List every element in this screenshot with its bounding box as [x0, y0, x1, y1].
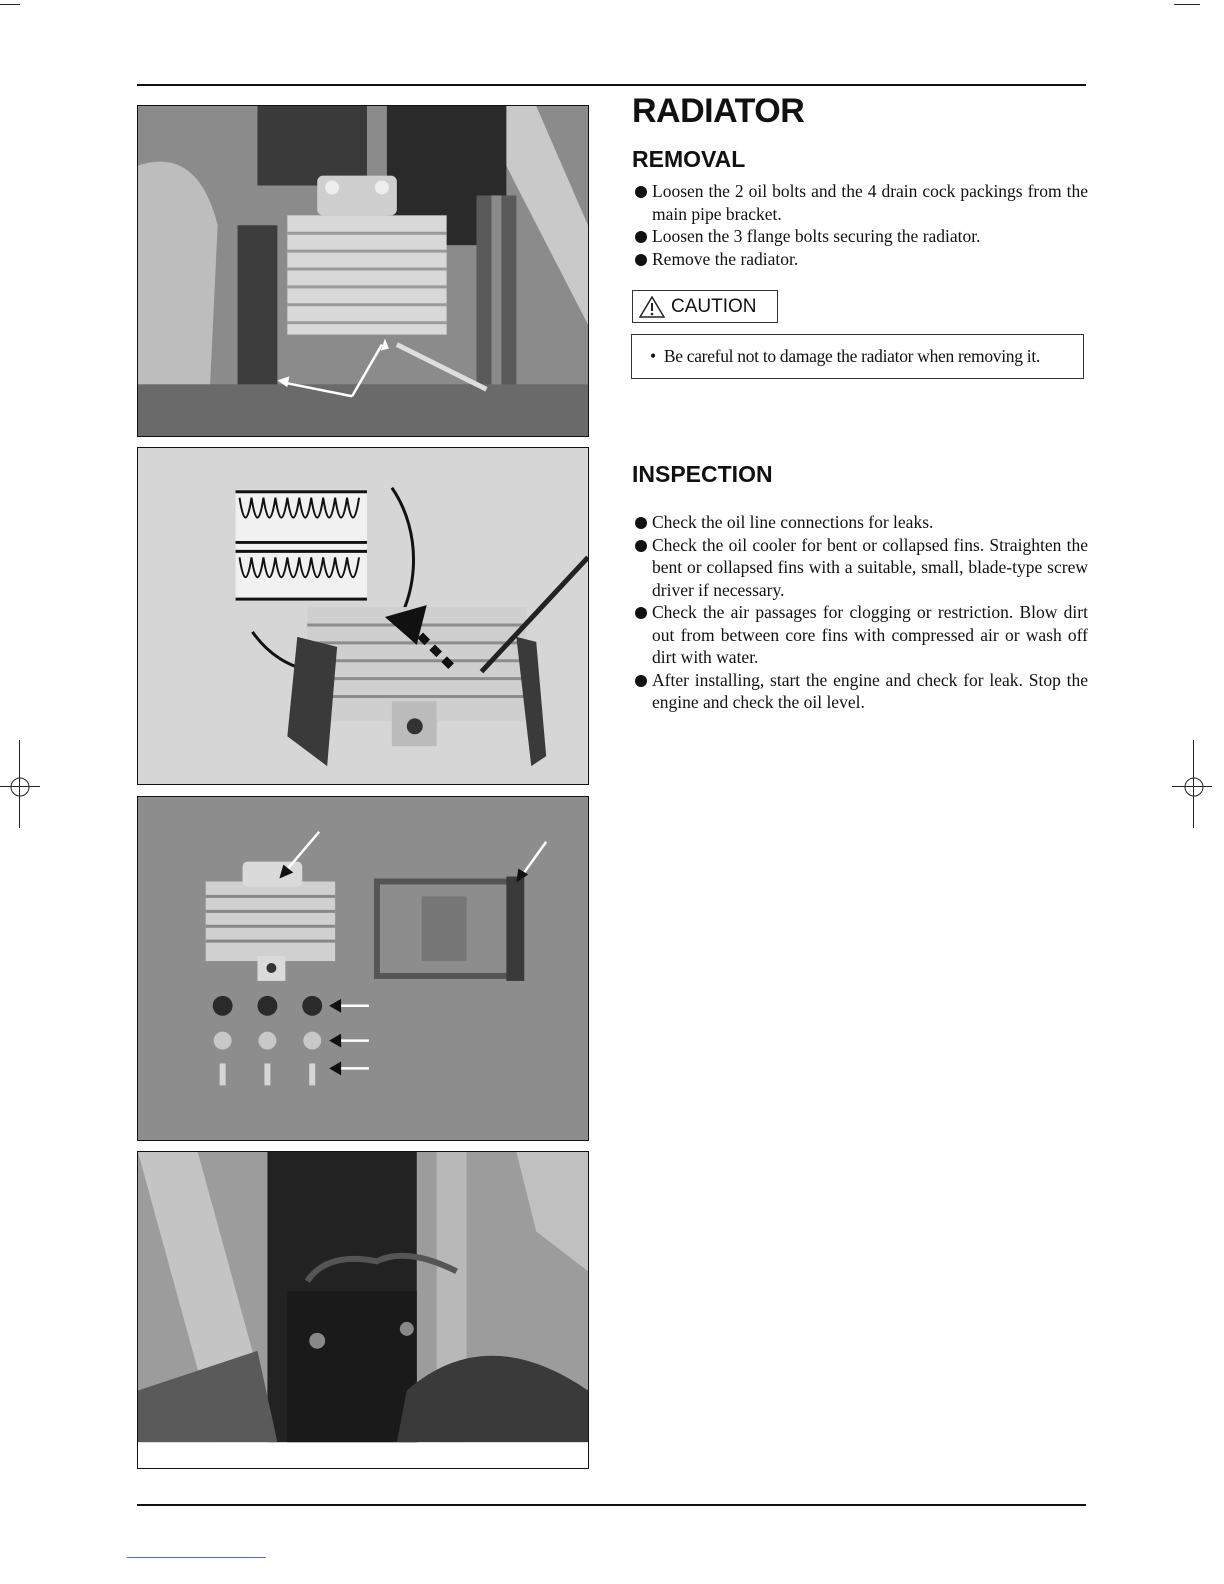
inspection-step-text: Check the oil line connections for leaks. [652, 512, 934, 532]
list-item [632, 511, 1088, 534]
bullet-icon [635, 517, 647, 529]
list-item [632, 248, 1088, 271]
footer-link-underline[interactable] [127, 1557, 266, 1558]
removal-step-text: Loosen the 3 flange bolts securing the radiator. [652, 226, 981, 246]
inspection-steps [632, 511, 1088, 714]
removal-step-text: Remove the radiator. [652, 248, 799, 269]
bullet-icon [635, 675, 647, 687]
warning-triangle-icon [639, 296, 665, 318]
caution-note-text: Be careful not to damage the radiator when removing it. [663, 346, 1040, 366]
inspection-heading: INSPECTION [632, 461, 773, 487]
caution-label-box [632, 290, 778, 323]
list-item [632, 180, 1088, 225]
list-item [632, 669, 1088, 714]
inspection-step-text: Check the oil cooler for bent or collapsed fins. Straighten the bent or collapsed fins with a suitable, small, blade-type screw driver if necessary. [652, 534, 1088, 600]
inspection-step-text: After installing, start the engine and check for leak. Stop the engine and check the oil level. [652, 669, 1088, 712]
note-bullet-icon: • [650, 346, 656, 366]
removal-heading: REMOVAL [632, 146, 746, 172]
list-item [632, 601, 1088, 669]
caution-note-box [631, 334, 1084, 379]
removal-step-text: Loosen the 2 oil bolts and the 4 drain cock packings from the main pipe bracket. [652, 181, 1088, 224]
bullet-icon [635, 254, 647, 266]
bullet-icon [635, 186, 647, 198]
caution-label: CAUTION [671, 295, 757, 317]
bullet-icon [635, 540, 647, 552]
bullet-icon [635, 607, 647, 619]
radiator-mounted-photo [137, 105, 589, 437]
page-title: RADIATOR [632, 92, 805, 130]
crop-mark-top-left [0, 4, 20, 5]
crop-mark-top-right [1174, 4, 1200, 5]
list-item [632, 225, 1088, 248]
header-rule [137, 84, 1086, 86]
registration-mark-left [9, 776, 31, 798]
bullet-icon [635, 231, 647, 243]
list-item [632, 534, 1088, 602]
removal-steps [632, 180, 1088, 270]
fin-straightening-illustration [137, 447, 589, 785]
registration-mark-right [1183, 776, 1205, 798]
inspection-step-text: Check the air passages for clogging or restriction. Blow dirt out from between core fins with compressed air or wash off dirt with water. [652, 602, 1088, 667]
mounting-bracket-photo [137, 1151, 589, 1469]
footer-rule [137, 1504, 1086, 1506]
removed-parts-photo [137, 796, 589, 1141]
